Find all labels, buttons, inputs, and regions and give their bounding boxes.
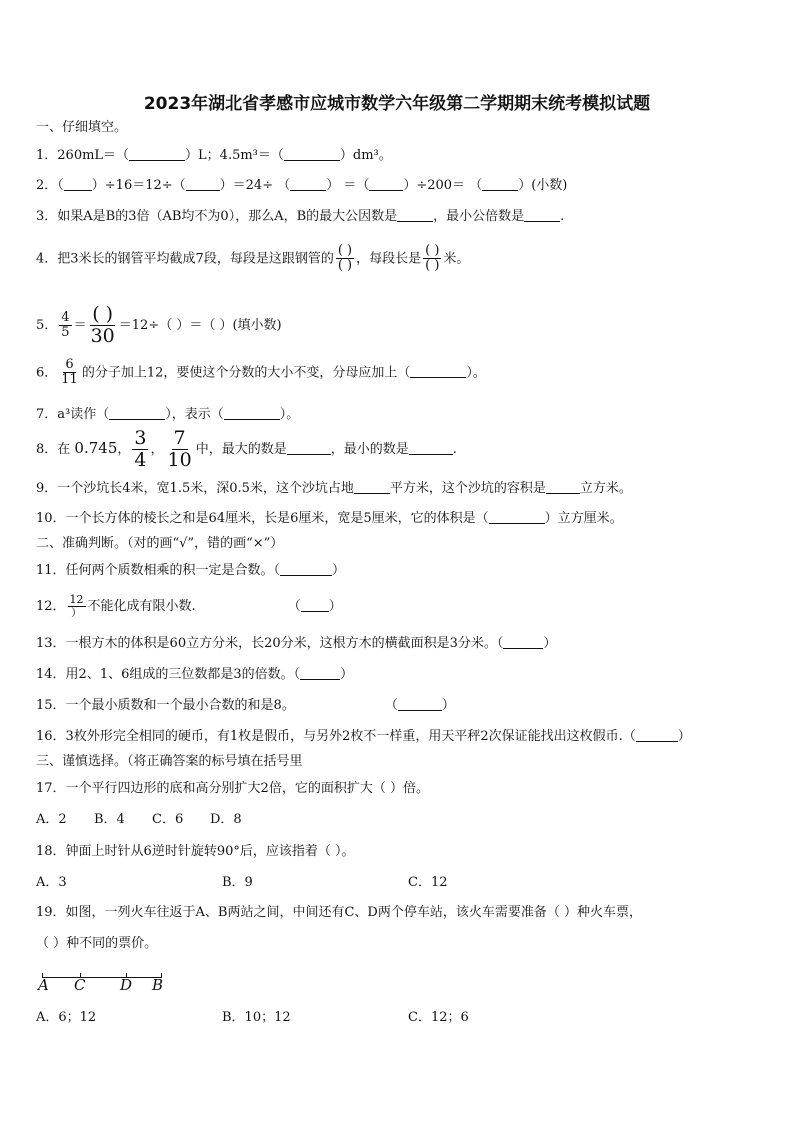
blank[interactable] [109, 406, 165, 420]
question-7: 7．a³读作（ ），表示（ ）。 [36, 407, 300, 422]
fraction-3-4: $\frac{3}{4}$ [134, 427, 147, 471]
question-19: 19．如图，一列火车往返于A、B两站之间，中间还有C、D两个停车站，该火车需要准备（ ）种火车票， [36, 905, 642, 920]
question-6: 6． $\frac{6}{11}$ 的分子加上12，要使这个分数的大小不变，分母应加上（ ）。 [36, 357, 486, 388]
question-11: 11．任何两个质数相乘的积一定是合数。（ ） [36, 563, 346, 578]
rail-line [42, 977, 162, 978]
question-18: 18．钟面上时针从6逆时针旋转90°后，应该指着（ ）。 [36, 844, 355, 859]
answer-blank[interactable] [503, 635, 543, 649]
option-c[interactable]: C．12；6 [408, 1010, 469, 1025]
fraction-12-15: $\frac{12}{)}$ [69, 593, 84, 620]
blank[interactable] [64, 177, 92, 191]
option-b[interactable]: B．9 [222, 875, 253, 890]
station-line-diagram [40, 968, 168, 996]
blank[interactable] [410, 364, 466, 378]
station-label-d: D [120, 976, 133, 994]
blank[interactable] [482, 177, 518, 191]
question-18-options [36, 873, 448, 893]
blank[interactable] [224, 406, 280, 420]
blank[interactable] [489, 510, 545, 524]
option-d[interactable]: D．8 [210, 812, 242, 827]
fraction-7-10: $\frac{7}{10}$ [167, 427, 192, 471]
fraction-4-5: $\frac{4}{5}$ [61, 309, 70, 340]
blank[interactable] [287, 441, 331, 455]
blank[interactable] [546, 480, 580, 494]
question-2: 2．（ ）÷16＝12÷（ ）＝24÷ （ ） ＝（ ）÷200＝ （ ）(小数) [36, 178, 568, 193]
blank[interactable] [409, 441, 453, 455]
question-14: 14．用2、1、6组成的三位数都是3的倍数。（ ） [36, 667, 354, 682]
blank[interactable] [397, 208, 433, 222]
question-4: 4．把3米长的钢管平均截成7段，每段是这跟钢管的 $\frac{( )}{( )}$ ，每段长是 $\frac{( )}{( )}$ 米。 [36, 243, 470, 274]
question-3: 3．如果A是B的3倍（AB均不为0），那么A，B的最大公因数是 ，最小公倍数是 . [36, 209, 565, 224]
question-1: 1．260mL＝（ ）L；4.5m³＝（ ）dm³。 [36, 148, 392, 163]
blank[interactable] [354, 480, 390, 494]
option-c[interactable]: C．6 [152, 812, 184, 827]
answer-blank[interactable] [280, 562, 332, 576]
station-label-c: C [74, 976, 86, 994]
question-9: 9．一个沙坑长4米，宽1.5米，深0.5米，这个沙坑占地 平方米，这个沙坑的容积是 立方米。 [36, 481, 632, 496]
station-label-b: B [152, 976, 164, 994]
option-a[interactable]: A．3 [36, 875, 67, 890]
section-1-heading: 一、仔细填空。 [36, 120, 128, 135]
option-b[interactable]: B．4 [94, 812, 125, 827]
fraction-blank-30[interactable]: $\frac{( )}{30}$ [90, 303, 115, 347]
question-10: 10．一个长方体的棱长之和是64厘米，长是6厘米，宽是5厘米，它的体积是（ ）立方厘米。 [36, 511, 623, 526]
question-17: 17．一个平行四边形的底和高分别扩大2倍，它的面积扩大（ ）倍。 [36, 781, 429, 796]
blank[interactable] [524, 208, 560, 222]
fraction-blank[interactable]: $\frac{( )}{( )}$ [337, 243, 353, 274]
answer-blank[interactable] [300, 666, 340, 680]
blank[interactable] [129, 147, 185, 161]
question-5: 5． $\frac{4}{5}$ ＝ $\frac{( )}{30}$ ＝12÷（ ）＝（ ）(填小数) [36, 303, 282, 347]
question-16: 16．3枚外形完全相同的硬币，有1枚是假币，与另外2枚不一样重，用天平秤2次保证能找出这枚假币.（ ） [36, 729, 691, 744]
fraction-6-11: $\frac{6}{11}$ [61, 357, 78, 388]
blank[interactable] [284, 147, 340, 161]
section-3-heading: 三、谨慎选择。（将正确答案的标号填在括号里 [36, 754, 303, 769]
fraction-blank[interactable]: $\frac{( )}{( )}$ [425, 243, 440, 274]
question-8: 8．在 0.745， $\frac{3}{4}$ ， $\frac{7}{10}$ 中，最大的数是 ，最小的数是 . [36, 427, 457, 471]
answer-blank[interactable] [301, 598, 329, 612]
blank[interactable] [369, 177, 403, 191]
question-19-cont: （ ）种不同的票价。 [36, 936, 158, 951]
question-12: 12． $\frac{12}{)}$ 不能化成有限小数. （ ） [36, 593, 342, 620]
answer-blank[interactable] [636, 728, 678, 742]
page-title: 2023年湖北省孝感市应城市数学六年级第二学期期末统考模拟试题 [143, 94, 651, 114]
question-19-options [36, 1008, 469, 1028]
blank[interactable] [290, 177, 326, 191]
option-a[interactable]: A．6；12 [36, 1010, 97, 1025]
section-2-heading: 二、准确判断。（对的画“√”，错的画“×”） [36, 536, 284, 551]
option-b[interactable]: B．10；12 [222, 1010, 291, 1025]
station-label-a: A [38, 976, 49, 994]
option-a[interactable]: A．2 [36, 812, 67, 827]
blank[interactable] [186, 177, 220, 191]
option-c[interactable]: C．12 [408, 875, 448, 890]
question-13: 13．一根方木的体积是60立方分米，长20分米，这根方木的横截面积是3分米。（ ） [36, 636, 557, 651]
answer-blank[interactable] [398, 697, 442, 711]
question-15: 15．一个最小质数和一个最小合数的和是8。 （ ） [36, 698, 455, 713]
question-17-options [36, 810, 242, 830]
